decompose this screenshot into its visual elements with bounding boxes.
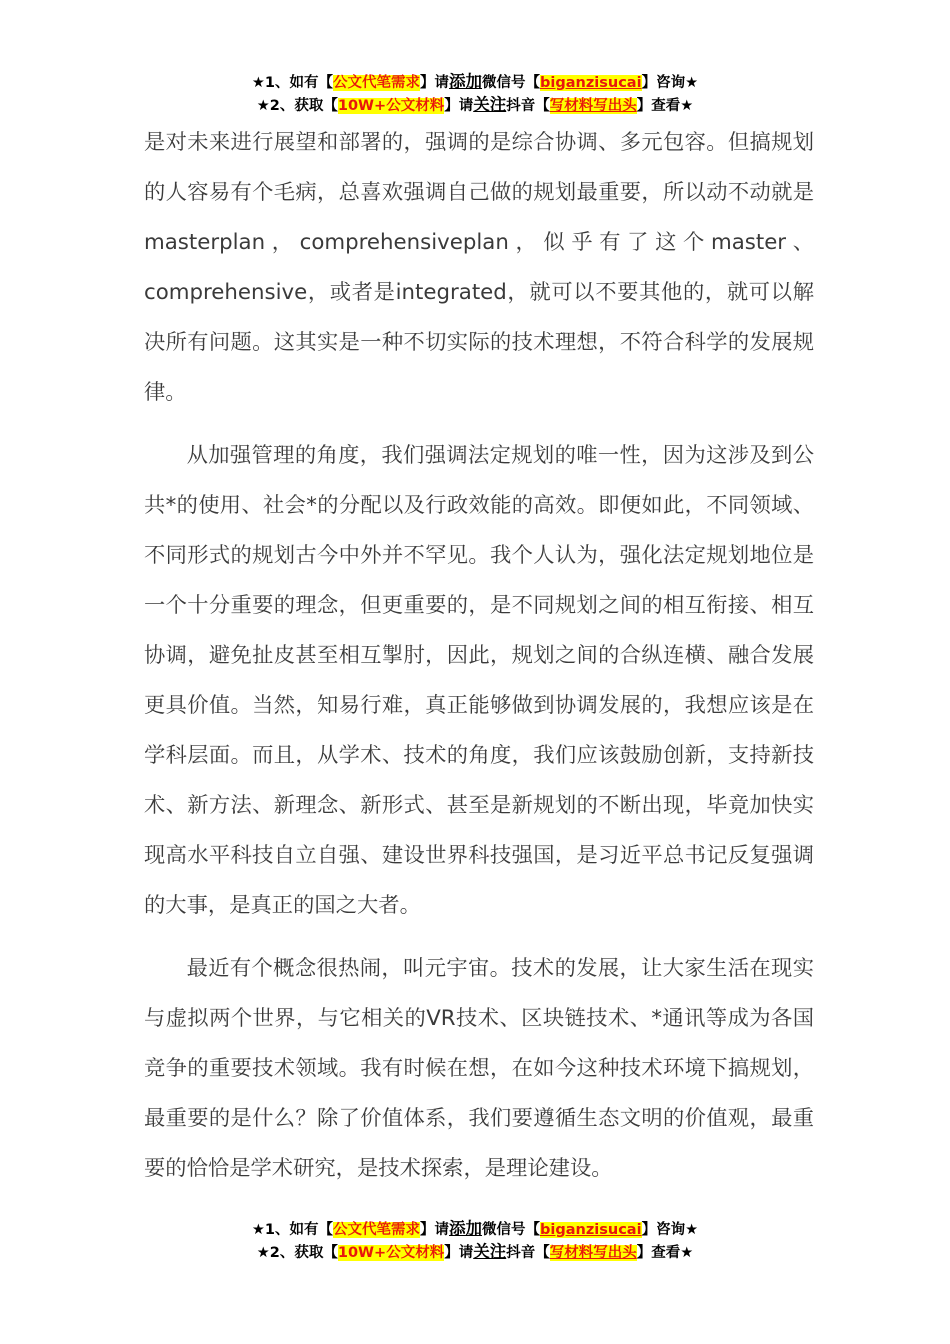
banner-text: ★2、获取【 [256, 98, 338, 114]
banner-text: 】咨询★ [641, 1222, 699, 1238]
wechat-id-link[interactable]: biganzisucai [540, 75, 642, 91]
emphasis-follow: 关注 [473, 1242, 507, 1261]
emphasis-add: 添加 [449, 1219, 483, 1238]
header-banner [0, 70, 950, 116]
banner-line-1 [0, 1217, 950, 1240]
banner-text: 抖音【 [506, 1245, 550, 1261]
banner-text: ★2、获取【 [256, 1245, 338, 1261]
douyin-account-link[interactable]: 写材料写出头 [549, 1245, 637, 1261]
banner-line-2 [0, 1240, 950, 1263]
highlight-materials: 10W+公文材料 [337, 98, 445, 114]
highlight-service: 公文代笔需求 [333, 75, 421, 91]
paragraph-2: 从加强管理的角度，我们强调法定规划的唯一性，因为这涉及到公共*的使用、社会*的分配以及行政效能的高效。即便如此，不同领域、不同形式的规划古今中外并不罕见。我个人认为，强化法定规划地位是一个十分重要的理念，但更重要的，是不同规划之间的相互衔接、相互协调，避免扯皮甚至相互掣肘，因此，规划之间的合纵连横、融合发展更具价值。当然，知易行难，真正能够做到协调发展的，我想应该是在学科层面。而且，从学术、技术的角度，我们应该鼓励创新，支持新技术、新方法、新理念、新形式、甚至是新规划的不断出现，毕竟加快实现高水平科技自立自强、建设世界科技强国，是习近平总书记反复强调的大事，是真正的国之大者。 [144, 443, 814, 918]
emphasis-add: 添加 [449, 72, 483, 91]
banner-text: 】咨询★ [641, 75, 699, 91]
document-body [144, 118, 814, 1194]
banner-text: 】请 [444, 98, 474, 114]
paragraph-1: 是对未来进行展望和部署的，强调的是综合协调、多元包容。但搞规划的人容易有个毛病，总喜欢强调自己做的规划最重要，所以动不动就是masterplan，comprehensiveplan，似乎有了这个master、comprehensive，或者是integrated，就可以不要其他的，就可以解决所有问题。这其实是一种不切实际的技术理想，不符合科学的发展规律。 [144, 130, 814, 405]
banner-text: 】请 [420, 75, 450, 91]
paragraph-3: 最近有个概念很热闹，叫元宇宙。技术的发展，让大家生活在现实与虚拟两个世界，与它相关的VR技术、区块链技术、*通讯等成为各国竞争的重要技术领域。我有时候在想，在如今这种技术环境下搞规划，最重要的是什么？除了价值体系，我们要遵循生态文明的价值观，最重要的恰恰是学术研究，是技术探索，是理论建设。 [144, 956, 814, 1181]
douyin-account-link[interactable]: 写材料写出头 [549, 98, 637, 114]
banner-text: 微信号【 [482, 75, 541, 91]
banner-text: ★1、如有【 [251, 75, 334, 91]
banner-text: ★1、如有【 [251, 1222, 334, 1238]
wechat-id-link[interactable]: biganzisucai [540, 1222, 642, 1238]
banner-line-1 [0, 70, 950, 93]
banner-text: 】查看★ [636, 1245, 694, 1261]
banner-text: 】请 [420, 1222, 450, 1238]
emphasis-follow: 关注 [473, 95, 507, 114]
banner-text: 】查看★ [636, 98, 694, 114]
banner-text: 抖音【 [506, 98, 550, 114]
banner-line-2 [0, 93, 950, 116]
banner-text: 】请 [444, 1245, 474, 1261]
highlight-materials: 10W+公文材料 [337, 1245, 445, 1261]
banner-text: 微信号【 [482, 1222, 541, 1238]
highlight-service: 公文代笔需求 [333, 1222, 421, 1238]
footer-banner [0, 1217, 950, 1263]
